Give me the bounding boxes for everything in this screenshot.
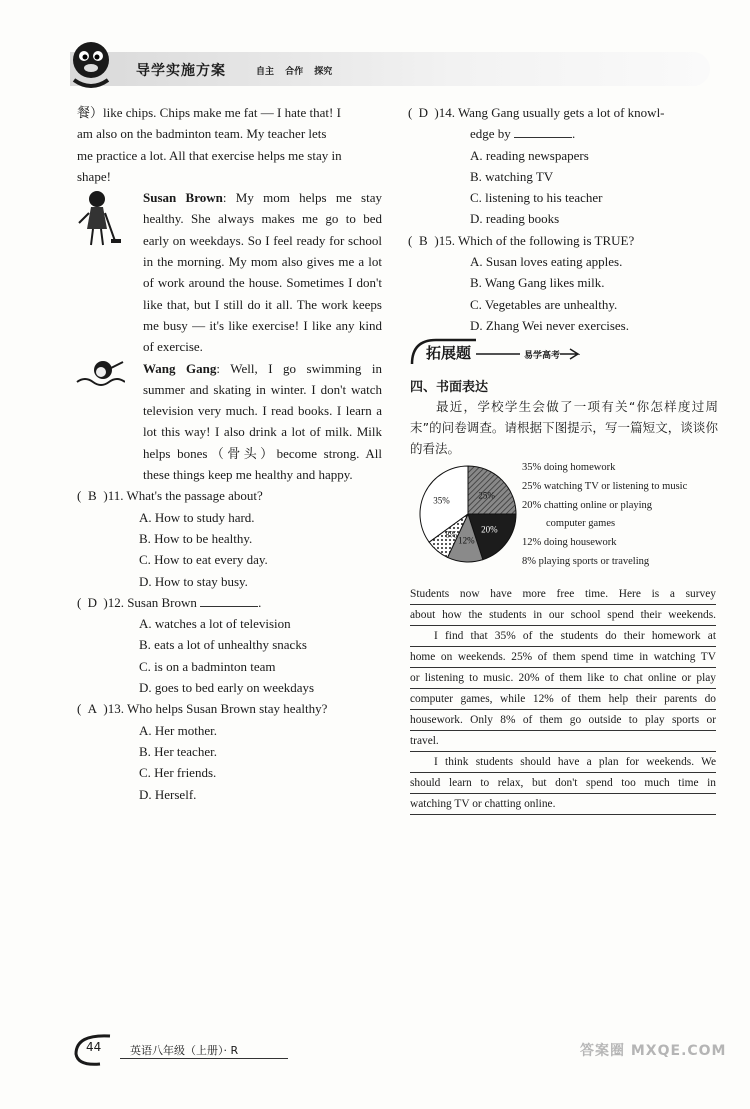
extension-header <box>410 336 580 366</box>
legend-item: 20% chatting online or playing <box>522 499 653 511</box>
essay-line: or listening to music. 20% of them like to chat online or play <box>410 668 716 689</box>
chart-legend <box>522 459 687 572</box>
susan-paragraph <box>77 187 382 357</box>
question-stem: 11. What's the passage about? <box>107 488 263 504</box>
option-a: A. watches a lot of television <box>139 616 291 632</box>
essay-line: home on weekends. 25% of them spend time in watching TV <box>410 647 716 668</box>
question-11: ( B )11. What's the passage about? A. How to study hard. B. How to be healthy. C. How to eat every day. D. How to stay busy. <box>77 485 382 591</box>
reading-intro <box>77 102 382 187</box>
essay-line: housework. Only 8% of them go outside to play sports or <box>410 710 716 731</box>
essay-line: about how the students in our school spend their weekends. <box>410 605 716 626</box>
option-a: A. Susan loves eating apples. <box>470 254 623 270</box>
wang-text: : Well, I go swimming in summer and skating in winter. I don't watch television very much. I read books. I learn a lot this way! I also drink a lot of milk. Milk helps bones（骨头）become strong. All these things keep me healthy and happy. <box>143 360 383 483</box>
option-b: B. Wang Gang likes milk. <box>470 275 605 291</box>
question-stem: 15. Which of the following is TRUE? <box>438 232 635 248</box>
essay-answer <box>410 584 716 815</box>
intro-line: me practice a lot. All that exercise helps me stay in <box>77 147 342 163</box>
legend-item: 8% playing sports or traveling <box>522 555 650 567</box>
essay-line: should learn to relax, but don't spend too much time in <box>410 773 716 794</box>
slice-label: 25% <box>478 490 495 501</box>
mascot-icon <box>62 36 120 94</box>
option-d: D. goes to bed early on weekdays <box>139 680 315 696</box>
page-number: 44 <box>86 1040 102 1054</box>
option-b: B. eats a lot of unhealthy snacks <box>139 637 307 653</box>
legend-item: computer games <box>546 518 616 530</box>
option-b: B. Her teacher. <box>139 743 217 759</box>
question-13: ( A )13. Who helps Susan Brown stay healthy? A. Her mother. B. Her teacher. C. Her friends. D. Herself. <box>77 698 382 804</box>
question-stem: 13. Who helps Susan Brown stay healthy? <box>107 701 328 717</box>
extension-subtitle: 易学高考 <box>524 351 561 361</box>
answer-15: B <box>419 232 428 248</box>
question-12: ( D )12. Susan Brown . A. watches a lot of television B. eats a lot of unhealthy snacks C. is on a badminton team D. goes to bed early on weekdays <box>77 592 382 698</box>
essay-line: travel. <box>410 731 716 752</box>
question-14: ( D )14. Wang Gang usually gets a lot of knowl- edge by . A. reading newspapers B. watching TV C. listening to his teacher D. reading books <box>408 102 718 230</box>
header-title: 导学实施方案 <box>136 63 226 79</box>
answer-14: D <box>418 105 429 120</box>
answer-blank <box>514 125 572 138</box>
option-c: C. is on a badminton team <box>139 658 276 674</box>
answer-11: B <box>88 488 97 504</box>
speaker-wang: Wang Gang <box>143 360 217 376</box>
option-c: C. listening to his teacher <box>470 190 603 206</box>
option-b: B. How to be healthy. <box>139 530 253 546</box>
option-d: D. reading books <box>470 211 560 227</box>
speaker-susan: Susan Brown <box>143 190 223 206</box>
question-stem: 14. Wang Gang usually gets a lot of knowl- <box>438 105 665 120</box>
right-column <box>408 102 718 336</box>
option-d: D. Herself. <box>139 786 197 802</box>
wang-paragraph <box>77 358 382 486</box>
essay-line: Students now have more free time. Here is a survey <box>410 584 716 605</box>
legend-item: 25% watching TV or listening to music <box>522 480 688 492</box>
footer-rule <box>120 1058 288 1059</box>
option-c: C. How to eat every day. <box>139 552 268 568</box>
slice-label: 20% <box>481 524 498 535</box>
option-a: A. How to study hard. <box>139 509 255 525</box>
option-c: C. Her friends. <box>139 765 217 781</box>
header-tags: 自主 合作 探究 <box>256 67 333 77</box>
slice-label: 12% <box>458 535 475 546</box>
extension-title: 拓展题 <box>426 344 472 362</box>
left-column <box>77 102 382 805</box>
option-d: D. Zhang Wei never exercises. <box>470 317 629 333</box>
slice-label: 8% <box>445 529 458 540</box>
question-stem: 12. Susan Brown <box>107 594 197 610</box>
essay-line: I think students should have a plan for weekends. We <box>410 752 716 773</box>
intro-line: am also on the badminton team. My teacher lets <box>77 126 327 142</box>
essay-line: watching TV or chatting online. <box>410 794 716 815</box>
watermark: 答案圈 MXQE.COM <box>580 1043 727 1059</box>
question-15: ( B )15. Which of the following is TRUE? A. Susan loves eating apples. B. Wang Gang likes milk. C. Vegetables are unhealthy. D. Zhang Wei never exercises. <box>408 230 718 336</box>
option-a: A. reading newspapers <box>470 147 589 163</box>
writing-prompt: 最近，学校学生会做了一项有关“你怎样度过周末”的问卷调查。请根据下图提示，写一篇短文，谈谈你的看法。 <box>410 399 718 456</box>
pie-chart <box>416 462 520 566</box>
intro-line: 餐）like chips. Chips make me fat — I hate that! I <box>77 105 341 120</box>
intro-line: shape! <box>77 168 111 184</box>
option-d: D. How to stay busy. <box>139 573 248 589</box>
susan-text: : My mom helps me stay healthy. She always makes me go to bed early on weekdays. So I feel ready for school in the morning. My mom also gives me a lot of work around the house. Sometimes I don't like that, but I still do it all. The work keeps me busy — it's like exercise! I like any kind of exercise. <box>143 190 382 355</box>
option-b: B. watching TV <box>470 168 554 184</box>
legend-item: 12% doing housework <box>522 537 617 549</box>
essay-line: I find that 35% of the students do their homework at <box>410 626 716 647</box>
option-a: A. Her mother. <box>139 722 217 738</box>
section-heading: 四、书面表达 <box>410 380 489 395</box>
essay-line: computer games, while 12% of them help their parents do <box>410 689 716 710</box>
boy-swimming-icon <box>75 358 125 388</box>
book-title: 英语八年级（上册）· R <box>130 1044 239 1057</box>
option-c: C. Vegetables are unhealthy. <box>470 296 618 312</box>
answer-13: A <box>87 701 98 717</box>
question-stem-cont: edge by <box>470 126 511 142</box>
slice-label: 35% <box>433 495 450 506</box>
answer-blank <box>200 594 258 607</box>
girl-cleaning-icon <box>75 189 123 249</box>
legend-item: 35% doing homework <box>522 462 616 473</box>
answer-12: D <box>87 594 98 610</box>
